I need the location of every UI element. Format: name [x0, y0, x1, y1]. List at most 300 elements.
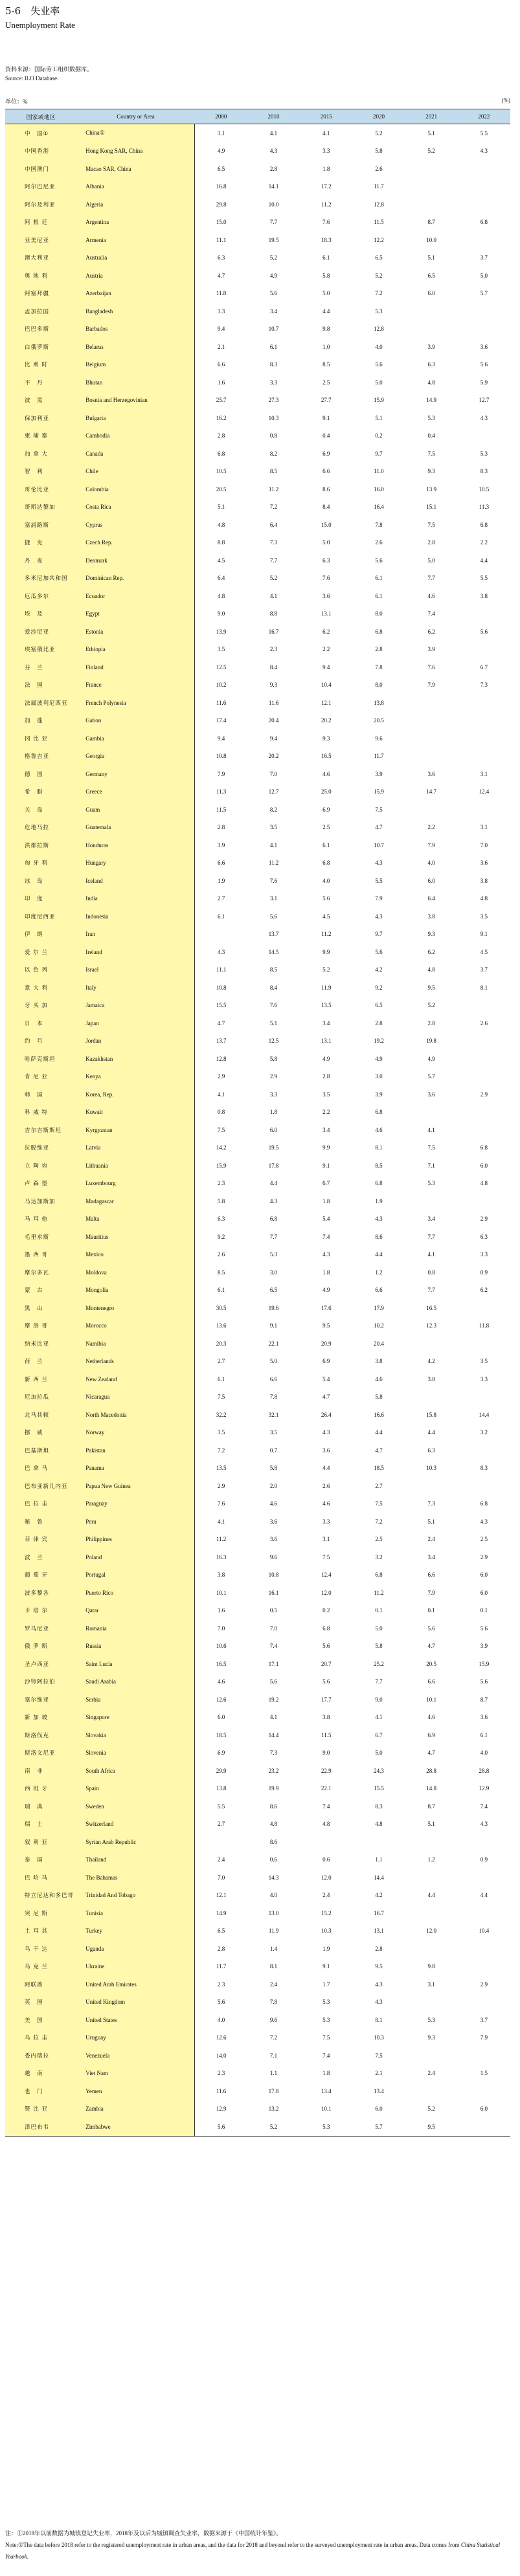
rate-cell: 13.1 [352, 1922, 405, 1940]
rate-cell: 4.9 [247, 267, 300, 285]
rate-cell: 25.7 [195, 392, 247, 410]
rate-cell: 2.5 [300, 373, 352, 392]
rate-cell: 2.8 [352, 1940, 405, 1958]
rate-cell: 12.7 [247, 783, 300, 801]
country-name-cn: 德 国 [5, 765, 76, 783]
rate-cell [458, 2082, 510, 2100]
table-row [5, 1922, 510, 1940]
country-name-en: Venezuela [76, 2047, 194, 2065]
rate-cell: 8.8 [247, 605, 300, 623]
rate-cell: 7.3 [458, 676, 510, 694]
table-row [5, 1263, 510, 1282]
rate-cell: 3.1 [247, 890, 300, 908]
rate-cell: 3.5 [195, 1424, 247, 1442]
rate-cell: 12.8 [195, 1050, 247, 1068]
country-name-en: Kazakhstan [76, 1050, 194, 1068]
rate-cell: 25.2 [352, 1655, 405, 1673]
country-name-en: Lithuania [76, 1157, 194, 1175]
rate-cell: 9.0 [195, 605, 247, 623]
country-name-cn: 澳大利亚 [5, 249, 76, 267]
table-row [5, 694, 510, 712]
table-row [5, 1388, 510, 1406]
country-name-en: Hungary [76, 854, 194, 872]
rate-cell: 2.9 [458, 1085, 510, 1104]
rate-cell: 6.0 [458, 1157, 510, 1175]
rate-cell: 4.0 [458, 1744, 510, 1762]
rate-cell: 3.4 [300, 1014, 352, 1032]
rate-cell: 10.4 [300, 676, 352, 694]
rate-cell: 3.4 [405, 1548, 458, 1566]
rate-cell: 28.8 [458, 1762, 510, 1780]
rate-cell: 30.5 [195, 1299, 247, 1317]
rate-cell: 6.6 [300, 463, 352, 481]
rate-cell: 5.1 [195, 498, 247, 516]
header-country-en: Country or Area [76, 109, 194, 124]
table-row [5, 1975, 510, 1993]
rate-cell: 6.6 [352, 1282, 405, 1300]
rate-cell [405, 1104, 458, 1122]
rate-cell: 7.9 [405, 836, 458, 854]
country-name-cn: 墨 西 哥 [5, 1246, 76, 1264]
table-row [5, 1762, 510, 1780]
rate-cell: 5.4 [300, 1370, 352, 1388]
rate-cell: 4.5 [300, 907, 352, 926]
table-row [5, 1797, 510, 1815]
rate-cell: 11.6 [195, 694, 247, 712]
country-name-en: Zimbabwe [76, 2118, 194, 2136]
rate-cell: 3.0 [247, 1263, 300, 1282]
rate-cell: 5.2 [352, 267, 405, 285]
country-name-en: France [76, 676, 194, 694]
rate-cell: 4.4 [300, 302, 352, 320]
table-row [5, 1477, 510, 1495]
rate-cell: 19.6 [247, 1299, 300, 1317]
country-name-en: Thailand [76, 1851, 194, 1869]
rate-cell: 2.8 [405, 1014, 458, 1032]
country-name-cn: 爱 尔 兰 [5, 943, 76, 961]
country-name-en: Mauritius [76, 1228, 194, 1246]
rate-cell: 7.7 [405, 1282, 458, 1300]
country-name-en: Egypt [76, 605, 194, 623]
rate-cell: 20.5 [195, 480, 247, 498]
country-name-en: Austria [76, 267, 194, 285]
rate-cell: 11.6 [195, 2082, 247, 2100]
rate-cell: 4.9 [300, 1050, 352, 1068]
rate-cell: 4.0 [247, 1887, 300, 1905]
country-name-cn: 乌 拉 圭 [5, 2029, 76, 2047]
country-name-cn: 肯 尼 亚 [5, 1068, 76, 1086]
rate-cell: 6.9 [300, 445, 352, 463]
rate-cell [458, 1388, 510, 1406]
rate-cell: 20.2 [300, 712, 352, 730]
rate-cell [458, 1299, 510, 1317]
country-name-en: Puerto Rico [76, 1584, 194, 1602]
country-name-cn: 毛里求斯 [5, 1228, 76, 1246]
rate-cell: 5.3 [300, 2011, 352, 2029]
country-name-cn: 冰 岛 [5, 872, 76, 890]
rate-cell: 4.6 [247, 1495, 300, 1513]
rate-cell: 7.5 [405, 1139, 458, 1157]
rate-cell: 13.7 [247, 926, 300, 944]
table-row [5, 2029, 510, 2047]
table-row [5, 1121, 510, 1139]
country-name-en: Greece [76, 783, 194, 801]
rate-cell: 5.2 [300, 961, 352, 979]
rate-cell [458, 729, 510, 748]
table-row [5, 1282, 510, 1300]
rate-cell: 6.1 [352, 587, 405, 605]
rate-cell: 1.8 [300, 2065, 352, 2083]
rate-cell: 6.1 [300, 249, 352, 267]
rate-cell: 4.9 [352, 1050, 405, 1068]
rate-cell: 6.3 [195, 249, 247, 267]
rate-cell: 9.3 [405, 2029, 458, 2047]
rate-cell: 8.0 [352, 676, 405, 694]
rate-cell: 3.5 [458, 1353, 510, 1371]
rate-cell: 4.8 [247, 1815, 300, 1834]
rate-cell [458, 1335, 510, 1353]
rate-cell: 26.4 [300, 1406, 352, 1424]
rate-cell: 4.1 [352, 1709, 405, 1727]
rate-cell: 14.7 [405, 783, 458, 801]
rate-cell: 3.8 [300, 1709, 352, 1727]
rate-cell: 13.4 [352, 2082, 405, 2100]
rate-cell: 4.1 [247, 1709, 300, 1727]
country-name-en: Ethiopia [76, 641, 194, 659]
rate-cell: 2.2 [458, 534, 510, 552]
rate-cell [458, 1050, 510, 1068]
rate-cell: 5.1 [405, 1815, 458, 1834]
rate-cell: 5.7 [458, 285, 510, 303]
rate-cell: 3.3 [195, 302, 247, 320]
table-row [5, 1958, 510, 1976]
rate-cell: 16.6 [352, 1406, 405, 1424]
table-row [5, 427, 510, 445]
rate-cell: 6.5 [195, 1922, 247, 1940]
rate-cell: 4.3 [352, 854, 405, 872]
country-name-cn: 摩尔多瓦 [5, 1263, 76, 1282]
rate-cell: 19.2 [247, 1691, 300, 1709]
rate-cell: 4.2 [352, 961, 405, 979]
rate-cell: 7.2 [352, 1513, 405, 1531]
rate-cell: 7.0 [195, 1869, 247, 1887]
rate-cell: 15.0 [195, 214, 247, 232]
rate-cell: 4.3 [352, 1210, 405, 1228]
rate-cell: 5.6 [352, 551, 405, 570]
rate-cell: 3.2 [458, 1424, 510, 1442]
country-name-cn: 奥 地 利 [5, 267, 76, 285]
country-name-en: Nicaragua [76, 1388, 194, 1406]
country-name-cn: 亚美尼亚 [5, 231, 76, 249]
country-name-en: Iceland [76, 872, 194, 890]
country-name-cn: 新 加 坡 [5, 1709, 76, 1727]
rate-cell: 6.2 [405, 943, 458, 961]
footnote-en-source: China Statistical Yearbook [5, 2542, 501, 2560]
rate-cell: 13.9 [405, 480, 458, 498]
country-name-en: Viet Nam [76, 2065, 194, 2083]
rate-cell [458, 1441, 510, 1460]
rate-cell: 11.2 [247, 480, 300, 498]
rate-cell: 5.7 [405, 1068, 458, 1086]
rate-cell: 18.3 [300, 231, 352, 249]
country-name-cn: 不 丹 [5, 373, 76, 392]
rate-cell: 4.9 [405, 1050, 458, 1068]
rate-cell: 5.2 [247, 570, 300, 588]
rate-cell [458, 1477, 510, 1495]
country-name-en: Guatemala [76, 819, 194, 837]
country-name-cn: 中国澳门 [5, 160, 76, 178]
rate-cell: 2.7 [352, 1477, 405, 1495]
rate-cell: 7.7 [247, 551, 300, 570]
rate-cell: 3.3 [458, 1246, 510, 1264]
rate-cell: 9.2 [195, 1228, 247, 1246]
rate-cell: 1.7 [300, 1975, 352, 1993]
rate-cell: 10.6 [195, 1638, 247, 1656]
rate-cell [405, 2082, 458, 2100]
table-row [5, 1495, 510, 1513]
rate-cell: 4.1 [405, 1121, 458, 1139]
rate-cell: 8.3 [352, 1797, 405, 1815]
rate-cell: 8.4 [247, 658, 300, 676]
rate-cell: 6.9 [405, 1726, 458, 1744]
rate-cell: 20.4 [247, 712, 300, 730]
country-name-en: Canada [76, 445, 194, 463]
rate-cell: 17.9 [352, 1299, 405, 1317]
rate-cell: 3.1 [195, 124, 247, 142]
rate-cell: 3.8 [195, 1566, 247, 1584]
table-row [5, 231, 510, 249]
country-name-cn: 波多黎各 [5, 1584, 76, 1602]
rate-cell: 9.9 [300, 1139, 352, 1157]
rate-cell: 10.3 [405, 1460, 458, 1478]
country-name-en: Montenegro [76, 1299, 194, 1317]
rate-cell: 20.9 [300, 1335, 352, 1353]
rate-cell: 9.1 [300, 409, 352, 427]
rate-cell: 8.6 [300, 480, 352, 498]
rate-cell: 7.7 [247, 214, 300, 232]
table-row [5, 783, 510, 801]
country-name-cn: 美 国 [5, 2011, 76, 2029]
country-name-en: Dominican Rep. [76, 570, 194, 588]
rate-cell: 8.5 [247, 961, 300, 979]
table-row [5, 1744, 510, 1762]
rate-cell: 2.0 [247, 1477, 300, 1495]
country-name-en: Guam [76, 801, 194, 819]
country-name-cn: 圣卢西亚 [5, 1655, 76, 1673]
country-name-cn: 委内瑞拉 [5, 2047, 76, 2065]
country-name-cn: 马 耳 他 [5, 1210, 76, 1228]
rate-cell [458, 801, 510, 819]
rate-cell: 8.2 [247, 445, 300, 463]
table-row [5, 2100, 510, 2118]
rate-cell [458, 2047, 510, 2065]
country-name-en: China① [76, 124, 194, 142]
rate-cell: 7.5 [352, 1495, 405, 1513]
rate-cell: 12.0 [300, 1869, 352, 1887]
rate-cell: 7.5 [300, 2029, 352, 2047]
rate-cell: 9.5 [352, 1958, 405, 1976]
rate-cell: 5.3 [405, 1175, 458, 1193]
rate-cell: 3.9 [195, 836, 247, 854]
rate-cell: 10.8 [195, 748, 247, 766]
rate-cell: 9.4 [300, 658, 352, 676]
rate-cell: 14.0 [195, 2047, 247, 2065]
rate-cell: 1.1 [352, 1851, 405, 1869]
country-name-cn: 芬 兰 [5, 658, 76, 676]
table-row [5, 979, 510, 997]
table-row [5, 1139, 510, 1157]
rate-cell: 11.9 [247, 1922, 300, 1940]
table-row [5, 1780, 510, 1798]
rate-cell: 2.9 [458, 1975, 510, 1993]
rate-cell: 4.4 [458, 551, 510, 570]
country-name-en: Kenya [76, 1068, 194, 1086]
country-name-cn: 乌 克 兰 [5, 1958, 76, 1976]
rate-cell: 5.4 [300, 1210, 352, 1228]
rate-cell: 4.4 [405, 1887, 458, 1905]
rate-cell: 6.5 [195, 160, 247, 178]
country-name-en: Tunisia [76, 1904, 194, 1922]
rate-cell [458, 1958, 510, 1976]
rate-cell: 5.8 [247, 1460, 300, 1478]
rate-cell: 4.1 [195, 1513, 247, 1531]
rate-cell: 1.8 [247, 1104, 300, 1122]
rate-cell: 11.3 [458, 498, 510, 516]
country-name-cn: 蒙 古 [5, 1282, 76, 1300]
rate-cell: 4.1 [195, 1085, 247, 1104]
rate-cell: 17.8 [247, 1157, 300, 1175]
country-name-cn: 智 利 [5, 463, 76, 481]
rate-cell: 3.6 [458, 1709, 510, 1727]
rate-cell: 3.3 [300, 142, 352, 161]
country-name-cn: 阿塞拜疆 [5, 285, 76, 303]
rate-cell: 3.3 [247, 1085, 300, 1104]
rate-cell: 3.0 [352, 1068, 405, 1086]
table-row [5, 1175, 510, 1193]
rate-cell: 2.2 [300, 641, 352, 659]
table-row [5, 516, 510, 534]
rate-cell: 4.7 [352, 1441, 405, 1460]
table-row [5, 409, 510, 427]
rate-cell: 5.0 [458, 267, 510, 285]
rate-cell: 7.8 [247, 1388, 300, 1406]
country-name-cn: 特立尼达和多巴哥 [5, 1887, 76, 1905]
country-name-cn: 瑞 典 [5, 1797, 76, 1815]
rate-cell: 4.1 [405, 1246, 458, 1264]
country-name-en: Zambia [76, 2100, 194, 2118]
rate-cell: 10.4 [458, 1922, 510, 1940]
table-row [5, 2065, 510, 2083]
rate-cell: 5.8 [352, 1638, 405, 1656]
rate-cell: 11.2 [300, 195, 352, 214]
table-row [5, 836, 510, 854]
country-name-en: Netherlands [76, 1353, 194, 1371]
rate-cell: 2.6 [352, 160, 405, 178]
rate-cell: 0.1 [405, 1602, 458, 1620]
rate-cell: 12.8 [352, 320, 405, 339]
rate-cell: 13.9 [195, 623, 247, 641]
country-name-cn: 加 蓬 [5, 712, 76, 730]
rate-cell: 12.5 [247, 1032, 300, 1050]
rate-cell: 0.6 [247, 1851, 300, 1869]
rate-cell: 11.0 [352, 463, 405, 481]
rate-cell: 16.7 [247, 623, 300, 641]
rate-cell [458, 712, 510, 730]
rate-cell [405, 1940, 458, 1958]
country-name-en: Portugal [76, 1566, 194, 1584]
rate-cell [458, 427, 510, 445]
country-name-cn: 厄瓜多尔 [5, 587, 76, 605]
rate-cell: 22.1 [300, 1780, 352, 1798]
country-name-en: Gabon [76, 712, 194, 730]
rate-cell: 0.6 [300, 1851, 352, 1869]
table-row [5, 1691, 510, 1709]
country-name-cn: 韩 国 [5, 1085, 76, 1104]
rate-cell: 23.2 [247, 1762, 300, 1780]
country-name-en: Belgium [76, 356, 194, 374]
rate-cell: 4.3 [195, 943, 247, 961]
rate-cell: 3.8 [405, 1370, 458, 1388]
rate-cell [300, 1833, 352, 1851]
rate-cell: 9.6 [247, 1548, 300, 1566]
rate-cell: 7.6 [300, 570, 352, 588]
rate-cell: 12.6 [195, 1691, 247, 1709]
table-row [5, 1869, 510, 1887]
rate-cell: 3.9 [458, 1638, 510, 1656]
table-row [5, 356, 510, 374]
rate-cell: 16.4 [352, 498, 405, 516]
country-name-en: Algeria [76, 195, 194, 214]
table-row [5, 801, 510, 819]
table-row [5, 1032, 510, 1050]
country-name-cn: 突 尼 斯 [5, 1904, 76, 1922]
rate-cell: 6.1 [300, 836, 352, 854]
rate-cell: 3.6 [405, 1085, 458, 1104]
rate-cell: 4.8 [352, 1815, 405, 1834]
rate-cell: 15.5 [195, 997, 247, 1015]
rate-cell: 7.3 [247, 534, 300, 552]
rate-cell: 11.1 [195, 231, 247, 249]
table-row [5, 498, 510, 516]
country-name-cn: 越 南 [5, 2065, 76, 2083]
country-name-cn: 意 大 利 [5, 979, 76, 997]
country-name-en: Latvia [76, 1139, 194, 1157]
rate-cell: 7.2 [247, 498, 300, 516]
rate-cell: 15.9 [195, 1157, 247, 1175]
rate-cell: 4.9 [195, 142, 247, 161]
country-name-cn: 土 耳 其 [5, 1922, 76, 1940]
rate-cell: 9.5 [405, 979, 458, 997]
rate-cell: 0.5 [247, 1602, 300, 1620]
rate-cell: 6.4 [405, 890, 458, 908]
country-name-cn: 南 非 [5, 1762, 76, 1780]
rate-cell: 3.1 [300, 1531, 352, 1549]
country-name-cn: 哥伦比亚 [5, 480, 76, 498]
rate-cell: 6.0 [405, 872, 458, 890]
rate-cell: 10.2 [195, 676, 247, 694]
country-name-en: Albania [76, 178, 194, 196]
rate-cell: 6.1 [458, 1726, 510, 1744]
rate-cell [458, 320, 510, 339]
country-name-cn: 津巴布韦 [5, 2118, 76, 2136]
rate-cell: 7.2 [195, 1441, 247, 1460]
rate-cell: 4.3 [300, 1424, 352, 1442]
rate-cell: 10.1 [405, 1691, 458, 1709]
rate-cell: 0.9 [458, 1263, 510, 1282]
rate-cell: 7.7 [405, 1228, 458, 1246]
table-row [5, 160, 510, 178]
rate-cell: 4.8 [195, 516, 247, 534]
